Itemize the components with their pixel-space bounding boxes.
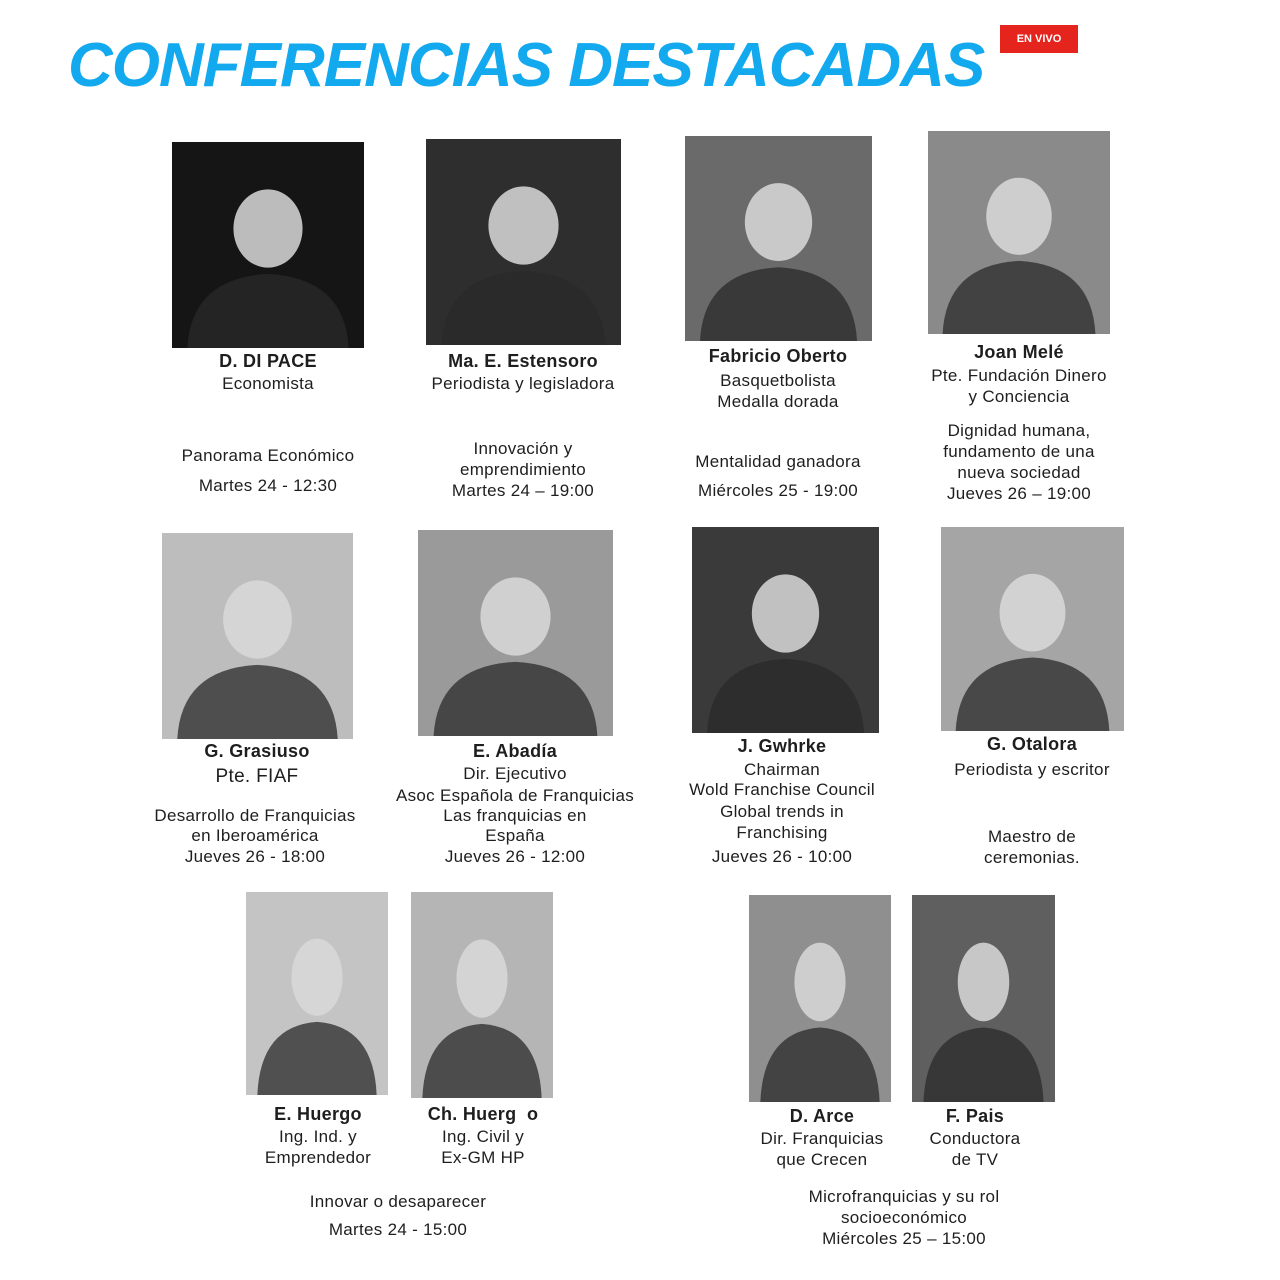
speaker-role: Conductora — [929, 1129, 1021, 1148]
speaker-photo-abadia — [418, 530, 613, 736]
speaker-name: G. Otalora — [986, 734, 1078, 754]
speaker-role: Asoc Española de Franquicias — [395, 786, 635, 805]
speaker-role: Periodista y escritor — [954, 760, 1110, 779]
portrait-body — [177, 665, 337, 739]
portrait-silhouette — [685, 136, 872, 341]
talk-time: Miércoles 25 - 19:00 — [697, 481, 859, 500]
page-title: CONFERENCIAS DESTACADAS — [68, 31, 985, 100]
portrait-head — [745, 183, 812, 261]
portrait-head — [794, 943, 845, 1022]
speaker-role: Economista — [222, 374, 314, 393]
portrait-silhouette — [418, 530, 613, 736]
talk-title: Panorama Económico — [181, 446, 355, 465]
portrait-head — [986, 178, 1052, 255]
portrait-head — [233, 189, 302, 267]
speaker-name: G. Grasiuso — [204, 741, 310, 761]
speaker-name: D. Arce — [789, 1106, 855, 1126]
talk-time: Jueves 26 – 19:00 — [946, 484, 1092, 503]
portrait-body — [257, 1022, 376, 1095]
speaker-role: y Conciencia — [968, 387, 1070, 406]
talk-title: nueva sociedad — [957, 463, 1081, 482]
portrait-head — [752, 574, 819, 652]
talk-time: Martes 24 - 12:30 — [198, 476, 338, 495]
speaker-role: Chairman — [743, 760, 821, 779]
speaker-role: Ing. Ind. y — [279, 1127, 357, 1146]
talk-title: Maestro de — [987, 827, 1077, 846]
speaker-name: Ma. E. Estensoro — [448, 351, 598, 371]
speaker-photo-gwhrke — [692, 527, 879, 733]
speaker-photo-grasiuso — [162, 533, 353, 739]
portrait-body — [434, 662, 598, 736]
talk-title: Mentalidad ganadora — [695, 452, 861, 471]
portrait-silhouette — [912, 895, 1055, 1102]
portrait-body — [943, 261, 1096, 334]
portrait-silhouette — [246, 892, 388, 1095]
talk-time: Miércoles 25 – 15:00 — [822, 1229, 986, 1248]
talk-title: Franchising — [736, 823, 828, 842]
talk-title: Dignidad humana, — [947, 421, 1091, 440]
portrait-silhouette — [426, 139, 621, 345]
speaker-name: D. DI PACE — [219, 351, 317, 371]
speaker-role: Dir. Franquicias — [760, 1129, 884, 1148]
speaker-role: Dir. Ejecutivo — [463, 764, 567, 783]
talk-title: socioeconómico — [840, 1208, 968, 1227]
speaker-photo-chhuergo — [411, 892, 553, 1098]
speaker-name: Fabricio Oberto — [708, 346, 848, 366]
speaker-name: J. Gwhrke — [737, 736, 827, 756]
speaker-photo-mele — [928, 131, 1110, 334]
portrait-body — [442, 271, 606, 345]
speaker-role: Basquetbolista — [720, 371, 836, 390]
talk-title: emprendimiento — [459, 460, 587, 479]
portrait-silhouette — [692, 527, 879, 733]
talk-title: Innovación y — [473, 439, 573, 458]
speaker-photo-estensoro — [426, 139, 621, 345]
speaker-photo-otalora — [941, 527, 1124, 731]
speaker-name: E. Huergo — [274, 1104, 362, 1124]
talk-title: Las franquicias en — [443, 806, 587, 825]
speaker-role: de TV — [951, 1150, 999, 1169]
speaker-name: Ch. Huerg o — [427, 1104, 539, 1124]
talk-title: en Iberoamérica — [191, 826, 319, 845]
portrait-silhouette — [411, 892, 553, 1098]
speaker-photo-ehuergo — [246, 892, 388, 1095]
talk-time: Martes 24 – 19:00 — [451, 481, 595, 500]
talk-time: Martes 24 - 15:00 — [328, 1220, 468, 1239]
portrait-head — [958, 943, 1009, 1022]
portrait-head — [291, 939, 342, 1016]
speaker-role: que Crecen — [776, 1150, 868, 1169]
speaker-role: Wold Franchise Council — [689, 780, 875, 799]
speaker-role: Emprendedor — [264, 1148, 372, 1167]
talk-title: Innovar o desaparecer — [309, 1192, 487, 1211]
speaker-role: Medalla dorada — [717, 392, 839, 411]
portrait-head — [223, 580, 292, 658]
talk-title: Microfranquicias y su rol — [808, 1187, 1000, 1206]
talk-title: ceremonias. — [984, 848, 1080, 867]
portrait-body — [707, 659, 864, 733]
portrait-head — [480, 577, 550, 655]
speaker-role: Pte. Fundación Dinero — [931, 366, 1107, 385]
portrait-silhouette — [162, 533, 353, 739]
speaker-name: E. Abadía — [472, 741, 558, 761]
talk-title: fundamento de una — [943, 442, 1095, 461]
speaker-photo-arce — [749, 895, 891, 1102]
speaker-role: Periodista y legisladora — [431, 374, 615, 393]
talk-title: España — [485, 826, 545, 845]
portrait-body — [187, 274, 348, 348]
portrait-body — [956, 658, 1110, 731]
portrait-head — [1000, 574, 1066, 652]
portrait-head — [456, 939, 507, 1017]
speaker-name: Joan Melé — [974, 342, 1064, 362]
talk-time: Jueves 26 - 18:00 — [184, 847, 326, 866]
portrait-silhouette — [941, 527, 1124, 731]
speaker-photo-dipace — [172, 142, 364, 348]
portrait-head — [488, 186, 558, 264]
portrait-body — [760, 1027, 879, 1102]
speaker-name: F. Pais — [945, 1106, 1005, 1126]
portrait-body — [422, 1024, 541, 1098]
talk-title: Desarrollo de Franquicias — [154, 806, 356, 825]
portrait-silhouette — [928, 131, 1110, 334]
talk-time: Jueves 26 - 10:00 — [711, 847, 853, 866]
speaker-role: Ex-GM HP — [441, 1148, 525, 1167]
portrait-silhouette — [749, 895, 891, 1102]
portrait-body — [700, 267, 857, 341]
speaker-photo-oberto — [685, 136, 872, 341]
portrait-silhouette — [172, 142, 364, 348]
talk-time: Jueves 26 - 12:00 — [444, 847, 586, 866]
live-badge: EN VIVO — [1000, 25, 1078, 53]
speaker-photo-pais — [912, 895, 1055, 1102]
speaker-role: Pte. FIAF — [215, 766, 299, 787]
portrait-body — [923, 1027, 1043, 1102]
speaker-role: Ing. Civil y — [441, 1127, 524, 1146]
talk-title: Global trends in — [720, 802, 844, 821]
